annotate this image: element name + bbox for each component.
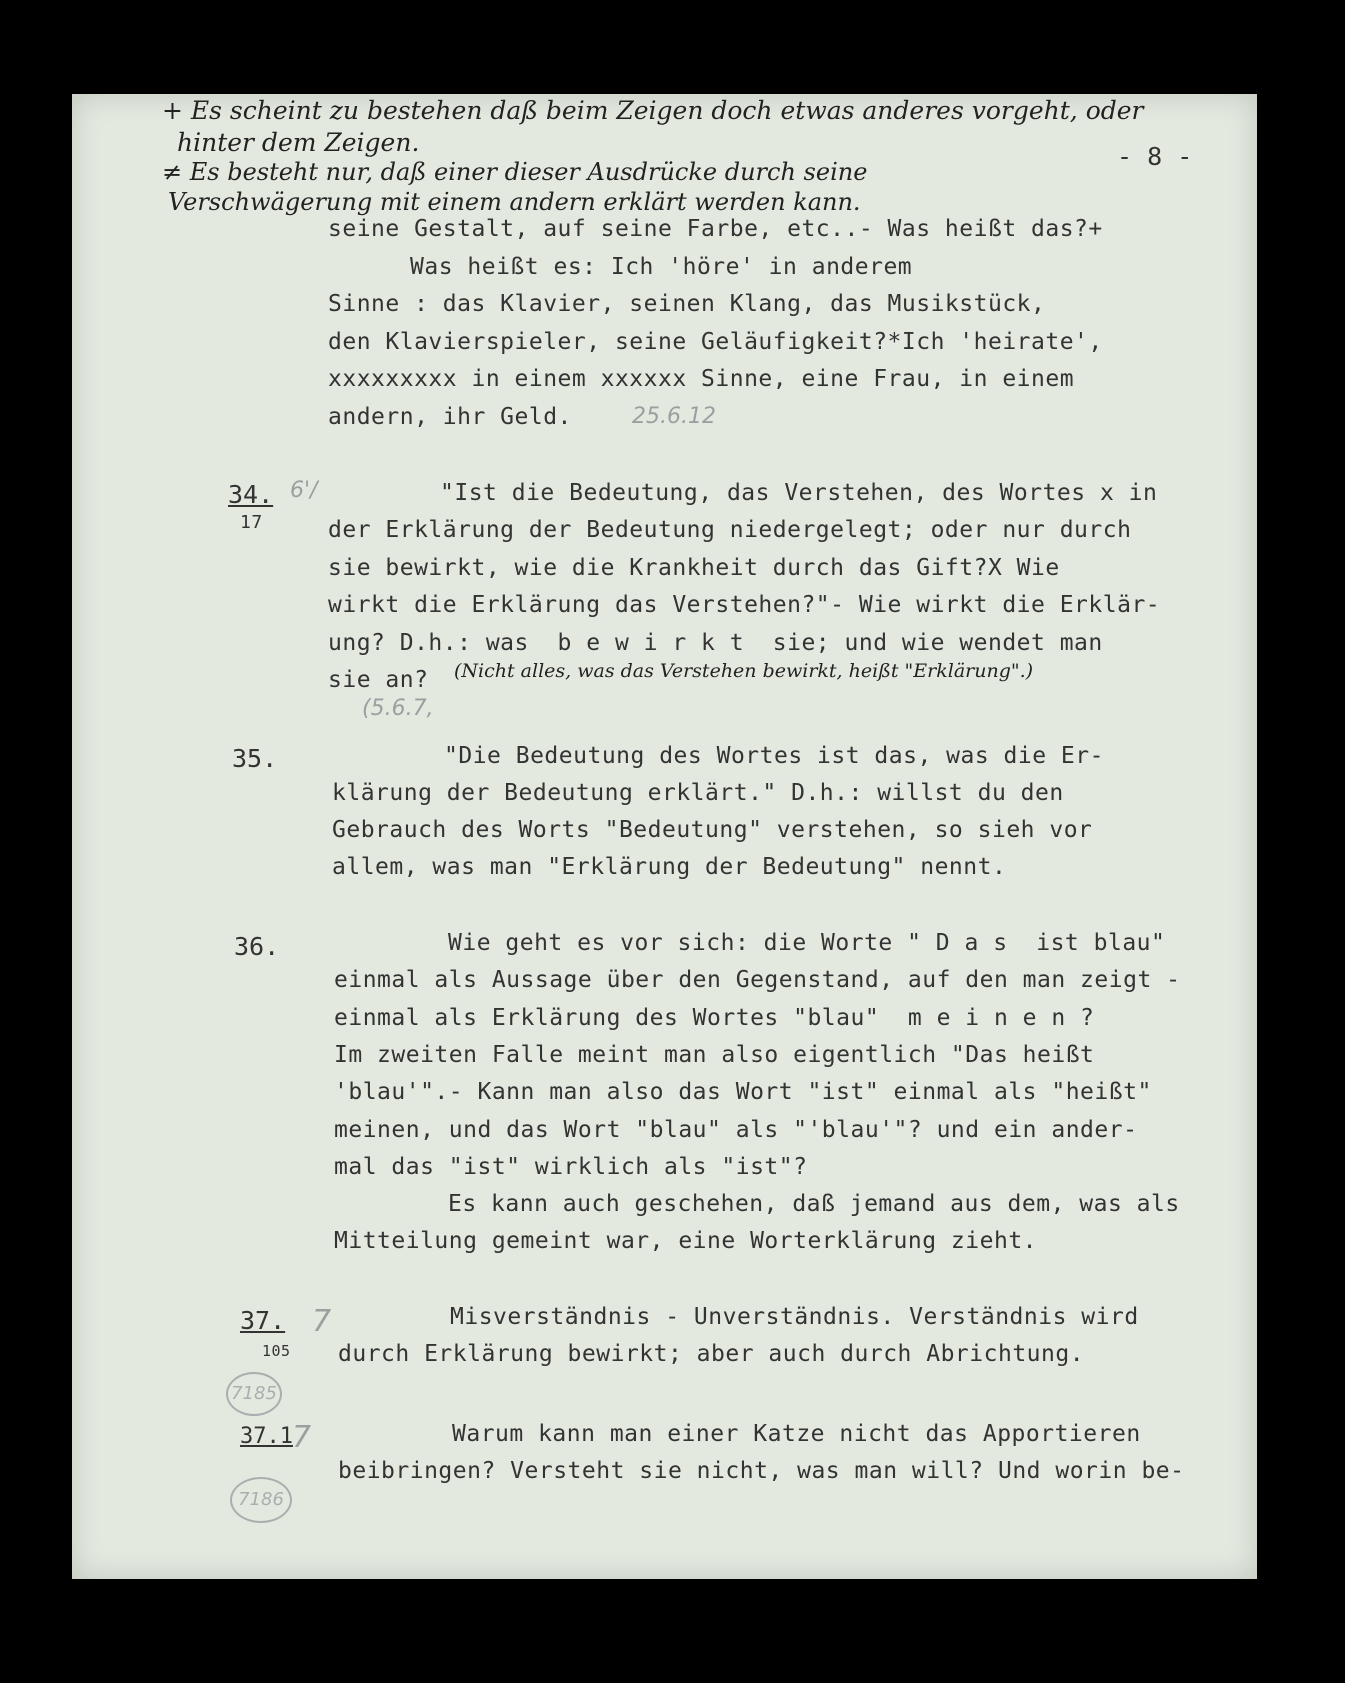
intro-line-6: andern, ihr Geld. [328, 404, 572, 430]
section-36-line-9: Mitteilung gemeint war, eine Worterklärung zieht. [334, 1228, 1038, 1254]
section-37-pencil-note: 7 [312, 1304, 332, 1339]
section-34-line-3: sie bewirkt, wie die Krankheit durch das Gift?X Wie [328, 555, 1060, 581]
section-36-line-3: einmal als Erklärung des Wortes "blau" m e i n e n ? [334, 1005, 1095, 1031]
intro-line-3: Sinne : das Klavier, seinen Klang, das Musikstück, [328, 291, 1046, 317]
section-36-line-6: meinen, und das Wort "blau" als "'blau'"? und ein ander- [334, 1117, 1138, 1143]
handwritten-note-line-2: hinter dem Zeigen. [177, 128, 420, 157]
section-34-line-6: sie an? [328, 667, 429, 693]
intro-pencil-date: 25.6.12 [632, 404, 716, 429]
handwritten-note-line-4: Verschwägerung mit einem andern erklärt werden kann. [168, 188, 861, 216]
section-37-line-1: Misverständnis - Unverständnis. Verständnis wird [450, 1304, 1139, 1330]
section-35-line-2: klärung der Bedeutung erklärt." D.h.: willst du den [332, 780, 1064, 806]
handwritten-note-line-3: ≠ Es besteht nur, daß einer dieser Ausdrücke durch seine [162, 158, 868, 186]
section-37-line-2: durch Erklärung bewirkt; aber auch durch Abrichtung. [338, 1341, 1085, 1367]
section-36-line-4: Im zweiten Falle meint man also eigentlich "Das heißt [334, 1042, 1095, 1068]
section-34-line-2: der Erklärung der Bedeutung niedergelegt; oder nur durch [328, 517, 1132, 543]
section-34-handwritten-note: (Nicht alles, was das Verstehen bewirkt, heißt "Erklärung".) [454, 660, 1034, 682]
handwritten-note-line-1: + Es scheint zu bestehen daß beim Zeigen doch etwas anderes vorgeht, oder [162, 96, 1144, 125]
section-36-number: 36. [234, 932, 280, 961]
section-37-1-line-2: beibringen? Versteht sie nicht, was man will? Und worin be- [338, 1458, 1185, 1484]
section-36-line-1: Wie geht es vor sich: die Worte " D a s ist blau" [448, 930, 1166, 956]
section-37-number: 37. [240, 1306, 286, 1335]
section-36-line-8: Es kann auch geschehen, daß jemand aus dem, was als [448, 1191, 1180, 1217]
section-37-1-pencil-note: 7 [292, 1420, 312, 1455]
section-36-line-2: einmal als Aussage über den Gegenstand, auf den man zeigt - [334, 967, 1181, 993]
intro-line-1: seine Gestalt, auf seine Farbe, etc..- Was heißt das?+ [328, 216, 1103, 242]
section-37-archive-stamp: 7185 [226, 1372, 282, 1416]
section-34-line-1: "Ist die Bedeutung, das Verstehen, des Wortes x in [440, 480, 1158, 506]
typescript-page [72, 94, 1257, 1579]
section-35-number: 35. [232, 744, 278, 773]
intro-line-2: Was heißt es: Ich 'höre' in anderem [410, 254, 913, 280]
section-34-line-4: wirkt die Erklärung das Verstehen?"- Wie wirkt die Erklär- [328, 592, 1161, 618]
section-35-line-1: "Die Bedeutung des Wortes ist das, was die Er- [444, 743, 1104, 769]
section-37-1-line-1: Warum kann man einer Katze nicht das Apportieren [452, 1421, 1141, 1447]
section-34-ref: 17 [240, 512, 263, 533]
section-34-line-5: ung? D.h.: was b e w i r k t sie; und wie wendet man [328, 630, 1103, 656]
section-34-pencil-date: (5.6.7, [362, 696, 434, 721]
intro-line-4: den Klavierspieler, seine Geläufigkeit?*Ich 'heirate', [328, 329, 1103, 355]
section-37-ref: 105 [262, 1342, 291, 1360]
intro-line-5: xxxxxxxxx in einem xxxxxx Sinne, eine Frau, in einem [328, 366, 1075, 392]
section-34-pencil-note: 6'/ [290, 478, 318, 503]
section-36-line-5: 'blau'".- Kann man also das Wort "ist" einmal als "heißt" [334, 1079, 1152, 1105]
section-36-line-7: mal das "ist" wirklich als "ist"? [334, 1154, 808, 1180]
section-37-1-number: 37.1 [240, 1424, 293, 1449]
section-34-number: 34. [228, 480, 274, 509]
section-35-line-3: Gebrauch des Worts "Bedeutung" verstehen, so sieh vor [332, 817, 1093, 843]
section-35-line-4: allem, was man "Erklärung der Bedeutung" nennt. [332, 854, 1007, 880]
page-number: - 8 - [1117, 142, 1193, 171]
section-37-1-archive-stamp: 7186 [230, 1477, 292, 1523]
